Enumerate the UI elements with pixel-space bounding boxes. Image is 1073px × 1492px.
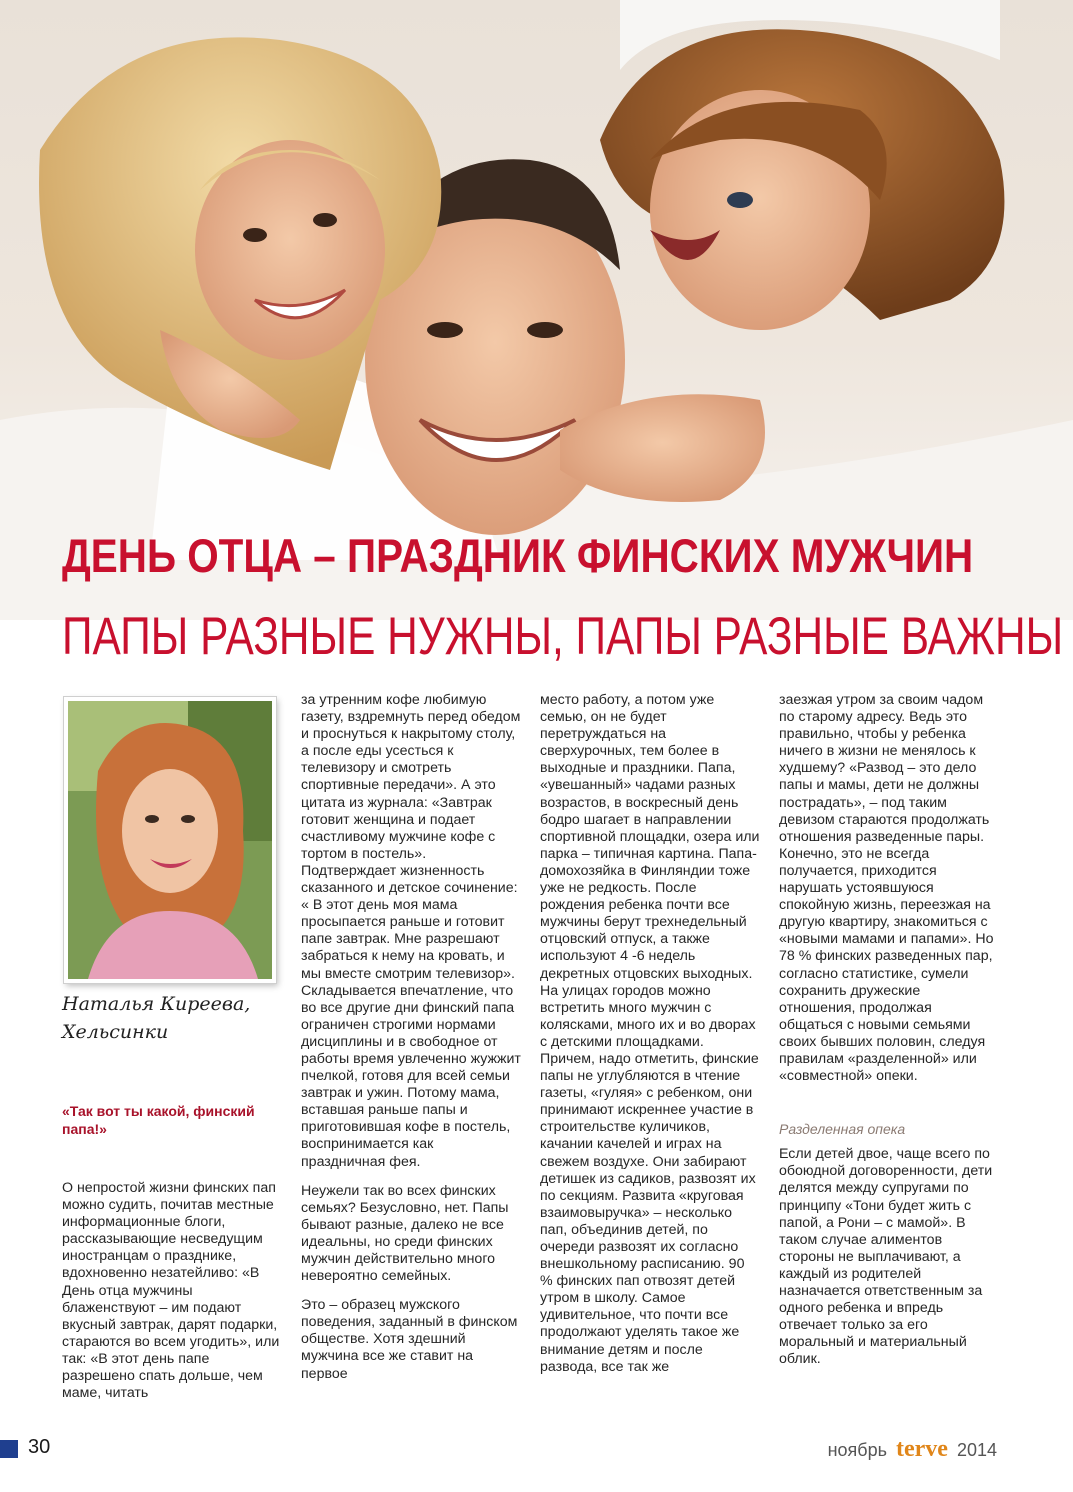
- page-marker: [0, 1440, 18, 1458]
- article-headline: ДЕНЬ ОТЦА – ПРАЗДНИК ФИНСКИХ МУЖЧИН: [62, 529, 974, 582]
- paragraph: Неужели так во всех финских семьях? Безусловно, нет. Папы бывают разные, далеко не все идеальны, но среди финских мужчин действительно много невероятно семейных.: [301, 1182, 509, 1285]
- article-column-2: [301, 692, 521, 1395]
- paragraph: за утренним кофе любимую газету, вздремнуть перед обедом и проснуться к накрытому столу, а после еды усесться к телевизору и смотреть спортивные передачи». А это цитата из журнала: «Завтрак готовит женщина и подает счастливому мужчине кофе с тортом в постель». Подтверждает жизненность сказанного и детское сочинение: « В этот день моя мама просыпается раньше и готовит папе завтрак. Мне разрешают забраться к нему на кровать, и мы вместе смотрим телевизор». Складывается впечатление, что во все другие дни финский папа ограничен строгими нормами дисциплины и в свободное от работы время увлеченно жужжит пчелкой, готовя для всей семьи завтрак и ужин. Потому мама, вставшая раньше папы и приготовившая кофе в постель, воспринимается как праздничная фея.: [301, 692, 521, 1170]
- lead-quote: «Так вот ты какой, финский папа!»: [62, 1103, 255, 1137]
- footer-issue: [828, 1436, 997, 1463]
- page-number: 30: [28, 1436, 51, 1458]
- magazine-logo: terve: [895, 1436, 948, 1462]
- paragraph: заезжая утром за своим чадом по старому адресу. Ведь это правильно, чтобы у ребенка ничего в жизни не менялось к худшему? «Развод – это дело папы и мамы, дети не должны пострадать», – под таким девизом стараются продолжать отношения разведенные пары. Конечно, это не всегда получается, приходится нарушать устоявшуюся спокойную жизнь, переезжая на другую квартиру, знакомиться с «новыми мамами и папами». Но 78 % финских разведенных пар, согласно статистике, сумели сохранить дружеские отношения, продолжая общаться с новыми семьями своих бывших половин, следуя правилам «разделенной» или «совместной» опеки.: [779, 692, 994, 1085]
- author-portrait: [64, 697, 276, 983]
- author-signature: [62, 990, 282, 1046]
- footer-month: ноябрь: [827, 1440, 887, 1460]
- hero-photo-illustration: [0, 0, 1073, 620]
- paragraph: Это – образец мужского поведения, заданный в финском обществе. Хотя здешний мужчина все же ставит на первое: [301, 1297, 518, 1382]
- paragraph: Если детей двое, чаще всего по обоюдной договоренности, дети делятся между супругами по принципу «Тони будет жить с папой, а Рони – с мамой». В таком случае алиментов стороны не выплачивают, а каждый из родителей назначается ответственным за одного ребенка и впредь отвечает только за его моральный и материальный облик.: [779, 1146, 993, 1368]
- author-city: Хельсинки: [62, 1021, 169, 1043]
- article-subheadline: ПАПЫ РАЗНЫЕ НУЖНЫ, ПАПЫ РАЗНЫЕ ВАЖНЫ: [62, 607, 1064, 666]
- paragraph: место работу, а потом уже семью, он не будет перетруждаться на сверхурочных, тем более в выходные и праздники. Папа, «увешанный» чадами разных возрастов, в воскресный день бодро шагает в направлении спортивной площадки, озера или парка – типичная картина. Папа-домохозяйка в Финляндии тоже уже не редкость. После рождения ребенка почти все мужчины берут трехнедельный отцовский отпуск, а также используют 4 -6 недель декретных отцовских выходных. На улицах городов можно встретить много мужчин с колясками, много их и во дворах с детскими площадками. Причем, надо отметить, финские папы не углубляются в чтение газеты, «гуляя» с ребенком, они принимают искреннее участие в строительстве куличиков, качании качелей и играх на свежем воздухе. Они забирают детишек из садиков, развозят их по секциям. Развита «круговая взаимовыручка» – несколько пап, объединив детей, по очереди развозят их согласно внешкольному расписанию. 90 % финских пап отвозят детей утром в школу. Самое удивительное, что почти все продолжают уделять такое же внимание детям и после развода, все так же: [540, 692, 760, 1375]
- article-column-4: [779, 692, 999, 1380]
- article-column-1: [62, 1180, 282, 1414]
- article-column-3: [540, 692, 760, 1388]
- section-title: Разделенная опека: [779, 1121, 906, 1138]
- author-portrait-illustration: [68, 701, 272, 979]
- paragraph: О непростой жизни финских пап можно судить, почитав местные информационные блоги, рассказывающие несведущим иностранцам о празднике, вдохновенно незатейливо: «В День отца мужчины блаженствуют – им подают вкусный завтрак, дарят подарки, стараются во всем угодить», или так: «В этот день папе разрешено спать дольше, чем маме, читать: [62, 1180, 280, 1402]
- hero-photo: [0, 0, 1073, 620]
- footer-year: 2014: [956, 1440, 997, 1460]
- author-name: Наталья Киреева,: [62, 993, 251, 1015]
